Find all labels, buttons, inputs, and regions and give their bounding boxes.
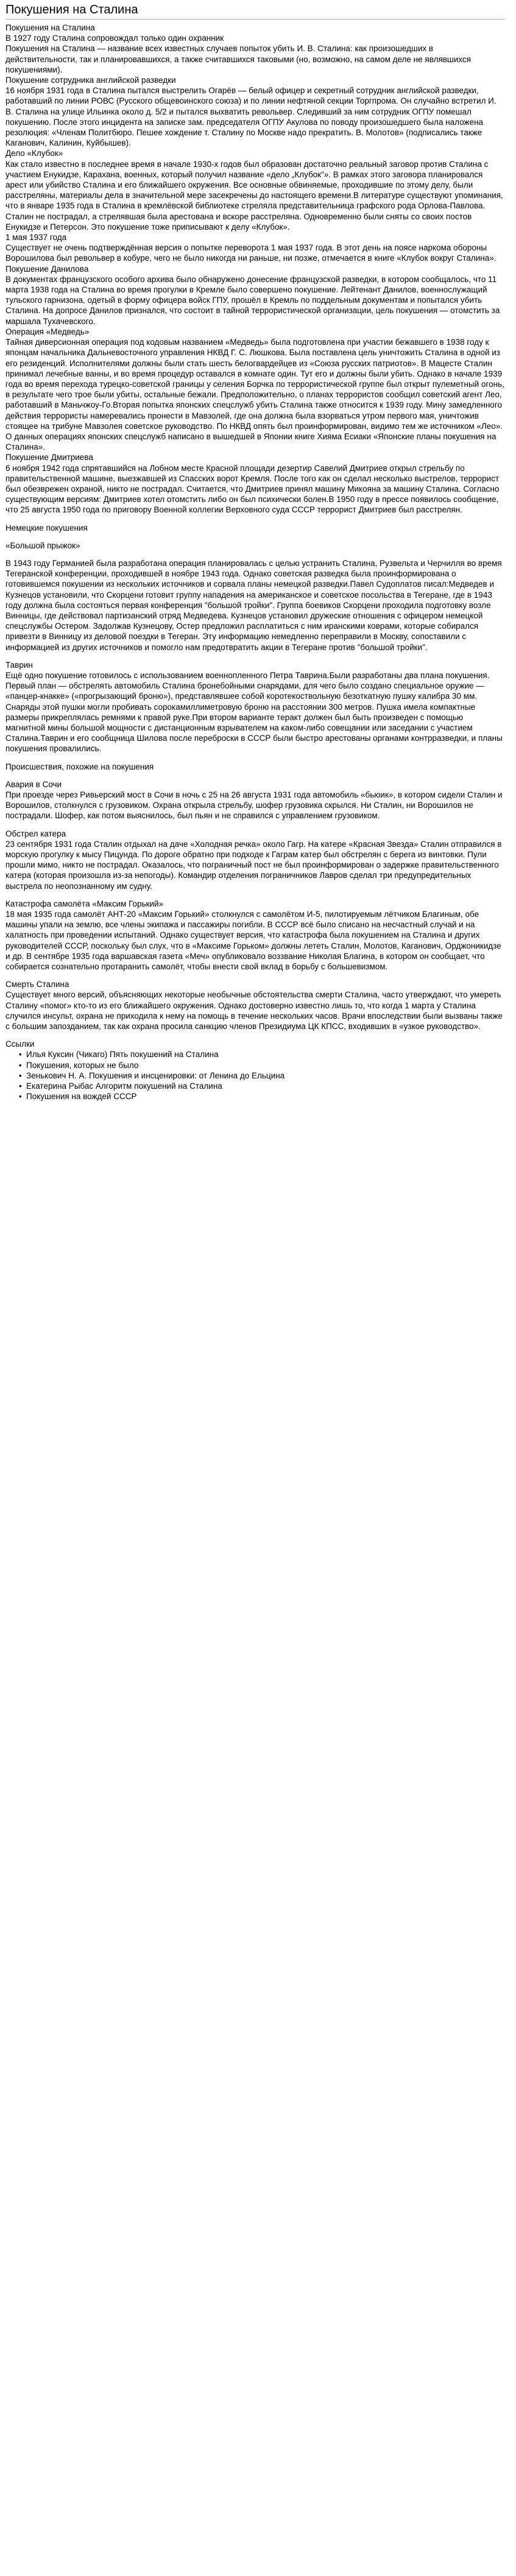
section-gap: [5, 515, 505, 523]
section-gap: [5, 533, 505, 540]
section-heading-smert: Смерть Сталина: [5, 980, 69, 989]
section-heading-similar: Происшествия, похожие на покушения: [5, 762, 154, 771]
section-paragraph: В документах французского особого архива было обнаружено донесение французской разведки, в котором сообщалось, что 11 марта 1938 года на Сталина во время прогулки в Кремле было совершено покушение. Лейтенант Данилов, военнослужащий тульского гарнизона, одетый в форму офицера войск ГПУ, прошёл в Кремль по поддельным документам и попытался убить Сталина. На допросе Данилов признался, что состоит в тайной террористической организации, цель покушения — отомстить за маршала Тухачевского.: [5, 274, 500, 326]
section-heading-may1937: 1 мая 1937 года: [5, 233, 67, 242]
reference-link[interactable]: • Покушения, которых не было: [5, 1060, 505, 1070]
section-heading-tavrin: Таврин: [5, 660, 33, 670]
article: [0, 0, 511, 1102]
section-heading-razvedka: Покушение сотрудника английской разведки: [5, 76, 176, 85]
section-heading-klubok: Дело «Клубок»: [5, 149, 63, 158]
section-heading-danilov: Покушение Данилова: [5, 264, 89, 274]
section-paragraph: Ещё одно покушение готовилось с использованием военнопленного Петра Таврина.Были разработаны два плана покушения. Первый план — обстрелять автомобиль Сталина бронебойными снарядами, для чего было создано специальное оружие — «панцер-кнакке» («прогрызающий броню»), представлявшее собой коротекоствольную безоткатную пушку калибра 30 мм. Снаряды этой пушки могли пробивать сорокамиллиметровую броню на расстоянии 300 метров. Пушка имела компактные размеры прикреплялась ремнями к правой руке.При втором варианте теракт должен был быть произведен с помощью магнитной мины большой мощности с дистанционным взрывателем на каком-либо совещании или заседании с участием Сталина.Таврин и его сообщница Шилова после переброски в СССР были быстро арестованы органами контрразведки, и планы покушения провалились.: [5, 670, 503, 754]
section-gap: [5, 972, 505, 979]
references-list: [5, 1049, 505, 1102]
section-paragraph: Тайная диверсионная операция под кодовым названием «Медведь» была подготовлена при участии бежавшего в 1938 году к японцам начальника Дальневосточного управления НКВД Г. С. Люшкова. Была поставлена цель уничтожить Сталина в одной из его резиденций. Исполнителями должны были стать шесть белогвардейцев из «Союза русских патриотов». В Мацесте Сталин принимал лечебные ванны, и во время процедур оставался в комнате один. Тут его и должны были убить. Однако в начале 1939 года во время перехода турецко-советской границы у селения Борчка по террористической группе был открыт пулеметный огонь, в результате чего трое были убиты, остальные бежали. Предположительно, о планах террористов сообщил советский агент Лео, работавший в Маньчжоу-Го.Вторая попытка японских спецслужб убить Сталина также относится к 1939 году. Мину замедленного действия террористы намеревались пронести в Мавзолей, где она должна была взорваться утром первого мая, уничтожив стоящее на трибуне Мавзолея советское руководство. По НКВД опять был проинформирован, видимо тем же источником «Лео». О данных операциях японских спецслужб написано в вышедшей в Японии книге Хияма Есиаки «Японские планы покушения на Сталина».: [5, 338, 504, 452]
section-heading-ohrannik: Покушения на Сталина: [5, 23, 95, 32]
section-paragraph: Как стало известно в последнее время в начале 1930-х годов был образован достаточно реальный заговор против Сталина с участием Енукидзе, Карахана, военных, который получил название «дело „Клубок“». В рамках этого заговора планировался арест или убийство Сталина и его ближайшего окружения. Все основные обвиняемые, проходившие по этому делу, были расстреляны, материалы дела в значительной мере засекречены до настоящего времени.В литературе существуют упоминания, что в январе 1935 года в Сталина в кремлёвской библиотеке стреляла представительница графского рода Орлова-Павлова. Сталин не пострадал, а стрелявшая была арестована и вскоре расстреляна. Одновременно были сняты со своих постов Енукидзе и Петерсон. Это покушение тоже приписывают к делу «Клубок».: [5, 159, 503, 232]
section-heading-pryzhok: «Большой прыжок»: [5, 540, 80, 550]
references-heading: Ссылки: [5, 1039, 35, 1049]
section-heading-medved: Операция «Медведь»: [5, 327, 90, 336]
section-heading-gorkiy: Катастрофа самолёта «Максим Горький»: [5, 899, 164, 908]
section-paragraph: 16 ноября 1931 года в Сталина пытался выстрелить Огарёв — белый офицер и секретный сотрудник английской разведки, работавший по линии РОВС (Русского общевоинского союза) и по линии нефтяной секции Торгпрома. Он случайно встретил И. В. Сталина на улице Ильинка около д. 5/2 и пытался выхватить револьвер. Следивший за ним сотрудник ОГПУ помешал покушению. После этого инцидента на записке зам. председателя ОГПУ Акулова по поводу произошедшего была наложена резолюция: «Членам Политбюро. Пешее хождение т. Сталину по Москве надо прекратить. В. Молотов» (подписались также Каганович, Калинин, Куйбышев).: [5, 86, 497, 148]
section-paragraph: Существует много версий, объясняющих некоторые необычные обстоятельства смерти Сталина, часто утверждают, что умереть Сталину «помог» кто-то из его ближайшего окружения. Однако достоверно известно лишь то, что когда 1 марта у Сталина случился инсульт, охрана не приходила к нему на помощь в течение нескольких часов. Врачи впоследствии были вызваны также с большим запозданием, так как охрана просила санкцию членов Президиума ЦК КПСС, входивших в «узкое руководство».: [5, 990, 503, 1031]
section-paragraph: В 1927 году Сталина сопровождал только один охранник: [5, 34, 224, 43]
page-title: Покушения на Сталина: [5, 2, 505, 19]
section-paragraph: Существует не очень подтверждённая версия о попытке переворота 1 мая 1937 года. В этот день на поясе наркома обороны Ворошилова был револьвер в кобуре, чего не было никогда ни раньше, ни позже, отмечается в книге «Клубок вокруг Сталина».: [5, 243, 497, 263]
section-gap: [5, 653, 505, 660]
reference-link[interactable]: • Екатерина Рыбас Алгоритм покушений на Сталина: [5, 1081, 505, 1091]
reference-link[interactable]: • Зенькович Н. А. Покушения и инсценировки: от Ленина до Ельцина: [5, 1070, 505, 1081]
reference-link[interactable]: • Покушения на вождей СССР: [5, 1091, 505, 1102]
section-heading-sochi: Авария в Сочи: [5, 779, 62, 789]
section-paragraph: Покушения на Сталина — название всех известных случаев попыток убить И. В. Сталина: как произошедших в действительности, так и планировавшихся, а также считавшихся таковыми (но, возможно, на самом деле не являвшихся покушениями).: [5, 44, 471, 74]
article-body-compact: [5, 23, 505, 515]
section-heading-kater: Обстрел катера: [5, 829, 66, 838]
section-heading-nemtsy: Немецкие покушения: [5, 523, 88, 533]
section-paragraph: 18 мая 1935 года самолёт АНТ-20 «Максим Горький» столкнулся с самолётом И-5, пилотируемым лётчиком Благиным, обе машины упали на землю, все члены экипажа и пассажиры погибли. В СССР всё было списано на несчастный случай и на халатность при проведении испытаний. Однако существует версия, что катастрофа была покушением на Сталина и других руководителей СССР, поскольку был слух, что в «Максиме Горьком» должны лететь Сталин, Молотов, Каганович, Орджоникидзе и др. В сентябре 1935 года варшавская газета «Меч» опубликовало воззвание Николая Благина, в котором он сообщает, что собирается сознательно протаранить самолёт, чтобы внести свой вклад в борьбу с большевизмом.: [5, 910, 501, 972]
section-gap: [5, 1031, 505, 1039]
section-heading-dmitriev: Покушение Дмитриева: [5, 453, 93, 462]
section-gap: [5, 772, 505, 779]
section-gap: [5, 551, 505, 558]
section-gap: [5, 891, 505, 899]
section-gap: [5, 754, 505, 762]
section-paragraph: 23 сентября 1931 года Сталин отдыхал на даче «Холодная речка» около Гагр. На катере «Красная Звезда» Сталин отправился в морскую прогулку к мысу Пицунда. По дороге обратно при подходе к Гаграм катер был обстрелян с берега из винтовки. Пули прошли мимо, никто не пострадал. Оказалось, что пограничный пост не был проинформирован о задержке правительственного катера (которая произошла из-за непогоды). Командир отделения пограничников Лавров сделал три предупредительных выстрела по неопознанному им судну.: [5, 839, 502, 891]
section-paragraph: 6 ноября 1942 года спрятавшийся на Лобном месте Красной площади дезертир Савелий Дмитриев открыл стрельбу по правительственной машине, выезжавшей из Спасских ворот Кремля. После того как он сделал несколько выстрелов, террорист был обезврежен охраной, никто не пострадал. Считается, что Дмитриев принял машину Микояна за машину Сталина. Согласно существующим версиям: Дмитриев хотел отомстить либо он был психически болен.В 1950 году в прессе появилось сообщение, что 25 августа 1950 года по приговору Военной коллегии Верховного суда СССР террорист Дмитриев был расстрелян.: [5, 463, 500, 515]
section-gap: [5, 821, 505, 829]
reference-link[interactable]: • Илья Куксин (Чикаго) Пять покушений на Сталина: [5, 1049, 505, 1060]
section-paragraph: При проезде через Ривьерский мост в Сочи в ночь с 25 на 26 августа 1931 года автомобиль «бьюик», в котором сидели Сталин и Ворошилов, столкнулся с грузовиком. Охрана открыла стрельбу, шофер грузовика скрылся. Ни Сталин, ни Ворошилов не пострадали. Шофер, как потом выяснилось, был пьян и не справился с управлением грузовиком.: [5, 790, 503, 821]
article-body-spaced: [5, 515, 505, 1032]
section-paragraph: В 1943 году Германией была разработана операция планировалась с целью устранить Сталина, Рузвельта и Черчилля во время Тегеранской конференции, проходившей в ноябре 1943 года. Однако советская разведка была проинформирована о готовившемся покушении из нескольких источников и сорвала планы немецкой разведки.Павел Судоплатов писал:Медведев и Кузнецов установили, что Скорцени готовит группу нападения на американское и советское посольства в Тегеране, где в 1943 году должна была состояться первая конференция "большой тройки". Группа боевиков Скорцени проходила подготовку возле Винницы, где действовал партизанский отряд Медведева. Кузнецов установил дружеские отношения с офицером немецкой спецслужбы Остером. Задолжав Кузнецову, Остер предложил расплатиться с ним иранскими коврами, которые собирался привезти в Винницу из деловой поездки в Тегеран. Эту информацию немедленно переправили в Москву, сопоставили с информацией из других источников и помогло нам предотвратить акции в Тегеране против "большой тройки".: [5, 558, 502, 652]
